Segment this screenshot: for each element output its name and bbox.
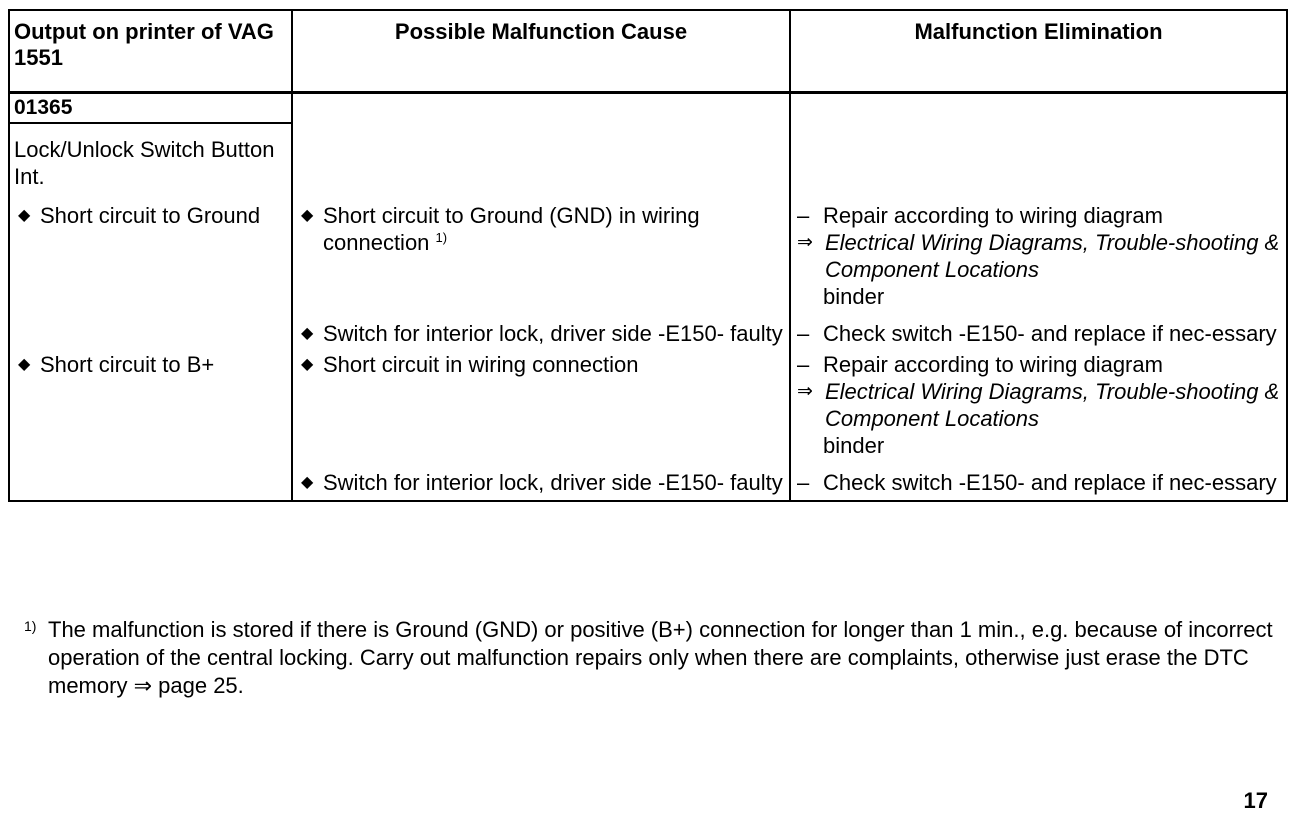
diamond-bullet-icon: ◆ bbox=[18, 207, 31, 224]
page-number: 17 bbox=[1243, 788, 1268, 813]
diamond-bullet-icon: ◆ bbox=[301, 474, 314, 491]
code-elimination-cell bbox=[790, 93, 1286, 203]
action-item bbox=[795, 202, 1282, 229]
footnote-marker: 1) bbox=[24, 618, 37, 634]
cause-item bbox=[297, 202, 785, 256]
code-cause-cell bbox=[292, 93, 790, 203]
symptom-text: Short circuit to Ground bbox=[40, 203, 261, 228]
cause-text: Switch for interior lock, driver side -E150- faulty bbox=[323, 321, 783, 346]
cause-item bbox=[297, 320, 785, 347]
elimination-cell bbox=[790, 202, 1286, 320]
header-cause: Possible Malfunction Cause bbox=[292, 11, 790, 93]
diamond-bullet-icon: ◆ bbox=[301, 356, 314, 373]
footnote-ref: 1) bbox=[435, 230, 448, 245]
dash-icon: – bbox=[797, 321, 810, 346]
action-text: Check switch -E150- and replace if nec-essary bbox=[823, 321, 1277, 346]
elimination-cell bbox=[790, 351, 1286, 469]
elimination-cell bbox=[790, 320, 1286, 351]
action-item bbox=[795, 469, 1282, 496]
code-row bbox=[10, 93, 1286, 203]
double-arrow-icon: ⇒ bbox=[133, 673, 153, 698]
malfunction-table-frame bbox=[8, 9, 1288, 502]
table-header-row bbox=[10, 11, 1286, 93]
header-output: Output on printer of VAG 1551 bbox=[10, 11, 292, 93]
cause-text: Short circuit to Ground (GND) in wiring connection bbox=[323, 203, 700, 255]
table-row bbox=[10, 469, 1286, 500]
dash-icon: – bbox=[797, 470, 810, 495]
symptom-cell bbox=[10, 202, 292, 320]
dash-icon: – bbox=[797, 352, 810, 377]
reference-suffix: binder bbox=[823, 433, 885, 458]
double-arrow-icon: ⇒ bbox=[797, 381, 813, 402]
diamond-bullet-icon: ◆ bbox=[301, 207, 314, 224]
code-cell bbox=[10, 93, 292, 203]
action-text: Check switch -E150- and replace if nec-essary bbox=[823, 470, 1277, 495]
component-name: Lock/Unlock Switch Button Int. bbox=[14, 137, 275, 189]
symptom-cell-empty bbox=[10, 320, 292, 351]
symptom-cell bbox=[10, 351, 292, 469]
action-item bbox=[795, 351, 1282, 378]
elimination-cell bbox=[790, 469, 1286, 500]
diamond-bullet-icon: ◆ bbox=[18, 356, 31, 373]
cause-cell bbox=[292, 351, 790, 469]
malfunction-table bbox=[10, 11, 1286, 500]
footnote bbox=[24, 616, 1286, 700]
diamond-bullet-icon: ◆ bbox=[301, 325, 314, 342]
symptom-text: Short circuit to B+ bbox=[40, 352, 215, 377]
reference-item bbox=[795, 378, 1282, 432]
table-row bbox=[10, 351, 1286, 469]
symptom-item bbox=[14, 351, 287, 378]
double-arrow-icon: ⇒ bbox=[797, 232, 813, 253]
action-text: Repair according to wiring diagram bbox=[823, 352, 1163, 377]
action-item bbox=[795, 320, 1282, 347]
cause-item bbox=[297, 469, 785, 496]
cause-cell bbox=[292, 202, 790, 320]
reference-item bbox=[795, 229, 1282, 283]
cause-item bbox=[297, 351, 785, 378]
footnote-text: The malfunction is stored if there is Ground (GND) or positive (B+) connection for longer than 1 min., e.g. because of incorrect operation of the central locking. Carry out malfunction repairs only when there are complaints, otherwise just erase the DTC memory bbox=[48, 617, 1273, 698]
dash-icon: – bbox=[797, 203, 810, 228]
table-row bbox=[10, 202, 1286, 320]
header-elimination: Malfunction Elimination bbox=[790, 11, 1286, 93]
reference-link[interactable]: Electrical Wiring Diagrams, Trouble-shooting & Component Locations bbox=[825, 230, 1280, 282]
action-text: Repair according to wiring diagram bbox=[823, 203, 1163, 228]
cause-cell bbox=[292, 320, 790, 351]
reference-link[interactable]: Electrical Wiring Diagrams, Trouble-shooting & Component Locations bbox=[825, 379, 1280, 431]
cause-cell bbox=[292, 469, 790, 500]
symptom-cell-empty bbox=[10, 469, 292, 500]
reference-suffix: binder bbox=[823, 284, 885, 309]
cause-text: Switch for interior lock, driver side -E150- faulty bbox=[323, 470, 783, 495]
fault-code: 01365 bbox=[10, 94, 291, 124]
symptom-item bbox=[14, 202, 287, 229]
footnote-body bbox=[24, 616, 1286, 700]
cause-text: Short circuit in wiring connection bbox=[323, 352, 639, 377]
page-reference-link[interactable]: page 25. bbox=[158, 673, 244, 698]
table-row bbox=[10, 320, 1286, 351]
